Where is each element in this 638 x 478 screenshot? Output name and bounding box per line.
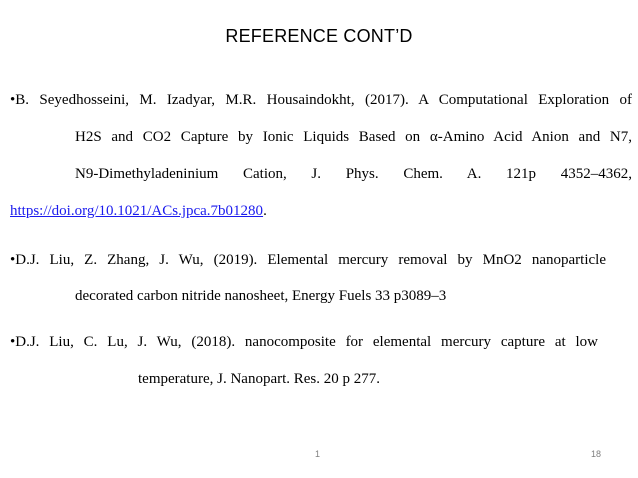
reference-2-line-1: •D.J. Liu, Z. Zhang, J. Wu, (2019). Elemental mercury removal by MnO2 nanoparticle <box>10 252 606 268</box>
reference-3-line-1: •D.J. Liu, C. Lu, J. Wu, (2018). nanocomposite for elemental mercury capture at low <box>10 334 598 350</box>
reference-1-doi-line <box>10 202 267 220</box>
reference-1-line-2: H2S and CO2 Capture by Ionic Liquids Based on α-Amino Acid Anion and N7, <box>75 129 632 145</box>
footer-page-number: 18 <box>591 449 602 459</box>
reference-1-line-3: N9-Dimethyladeninium Cation, J. Phys. Chem. A. 121p 4352–4362, <box>75 166 632 182</box>
reference-1-line-1: •B. Seyedhosseini, M. Izadyar, M.R. Housaindokht, (2017). A Computational Exploration of <box>10 92 632 108</box>
slide-title: REFERENCE CONT’D <box>225 26 413 46</box>
reference-3-line-2: temperature, J. Nanopart. Res. 20 p 277. <box>138 371 381 387</box>
reference-1-doi-link[interactable]: https://doi.org/10.1021/ACs.jpca.7b01280 <box>10 203 264 219</box>
reference-2-line-2: decorated carbon nitride nanosheet, Energy Fuels 33 p3089–3 <box>75 288 447 304</box>
reference-1-doi-suffix: . <box>263 203 267 219</box>
footer-left-number: 1 <box>315 449 321 459</box>
